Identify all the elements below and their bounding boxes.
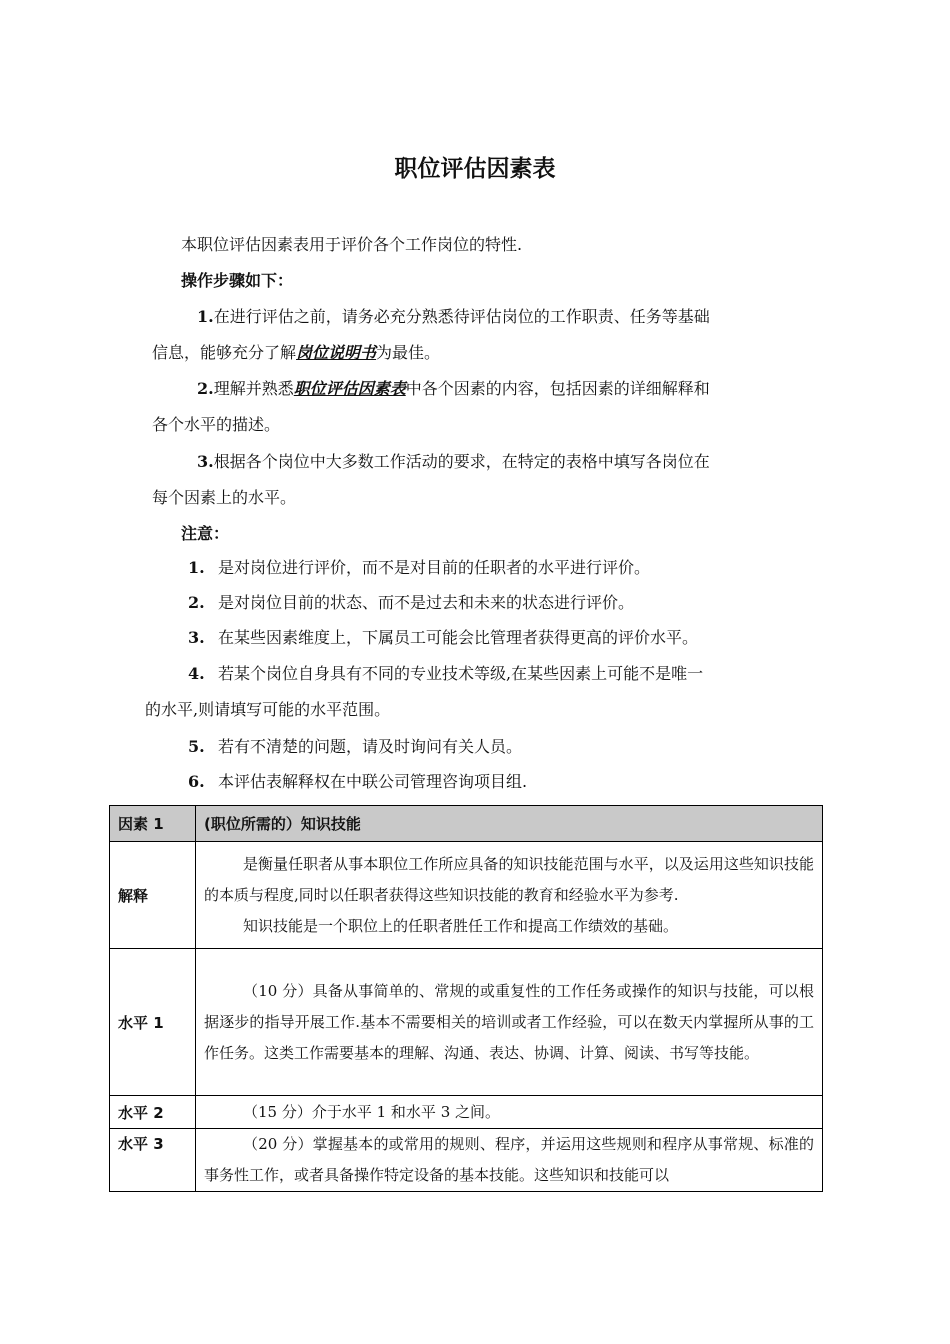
note-number: 3.	[188, 628, 205, 647]
row-label: 解释	[110, 842, 196, 949]
note-item: 6. 本评估表解释权在中联公司管理咨询项目组.	[188, 764, 527, 800]
table-row	[110, 1096, 823, 1129]
page-title: 职位评估因素表	[394, 156, 556, 182]
step-1-line-1: 1.在进行评估之前，请务必充分熟悉待评估岗位的工作职责、任务等基础	[197, 307, 710, 326]
factor-table	[109, 805, 823, 1192]
row-content: （10 分）具备从事简单的、常规的或重复性的工作任务或操作的知识与技能，可以根据逐步的指导开展工作.基本不需要相关的培训或者工作经验，可以在数天内掌握所从事的工作任务。这类工作需要基本的理解、沟通、表达、协调、计算、阅读、书写等技能。	[196, 949, 823, 1096]
note-number: 1.	[188, 558, 205, 577]
row-content: （15 分）介于水平 1 和水平 3 之间。	[196, 1096, 823, 1129]
row-content: 是衡量任职者从事本职位工作所应具备的知识技能范围与水平，以及运用这些知识技能的本质与程度,同时以任职者获得这些知识技能的教育和经验水平为参考. 知识技能是一个职位上的任职者胜任工作和提高工作绩效的基础。	[196, 842, 823, 949]
step-2-line-2: 各个水平的描述。	[152, 415, 281, 434]
step-3-line-2: 每个因素上的水平。	[152, 488, 297, 507]
note-item: 4. 若某个岗位自身具有不同的专业技术等级,在某些因素上可能不是唯一	[188, 656, 703, 692]
steps-heading: 操作步骤如下：	[181, 271, 294, 290]
note-item-continuation: 的水平,则请填写可能的水平范围。	[145, 700, 391, 719]
note-number: 6.	[188, 772, 205, 791]
note-item: 2. 是对岗位目前的状态、而不是过去和未来的状态进行评价。	[188, 585, 634, 621]
table-header-row	[110, 806, 823, 842]
note-item: 3. 在某些因素维度上，下属员工可能会比管理者获得更高的评价水平。	[188, 620, 698, 656]
factor-label: 因素 1	[110, 806, 196, 842]
evaluation-factor-table-link[interactable]: 职位评估因素表	[293, 379, 406, 398]
notes-heading: 注意：	[181, 524, 230, 543]
note-number: 2.	[188, 593, 205, 612]
note-item: 5. 若有不清楚的问题，请及时询问有关人员。	[188, 729, 522, 765]
row-label: 水平 3	[110, 1129, 196, 1192]
table-row	[110, 949, 823, 1096]
note-item: 1. 是对岗位进行评价，而不是对目前的任职者的水平进行评价。	[188, 550, 650, 586]
table-row	[110, 842, 823, 949]
step-1-number: 1.	[197, 307, 214, 326]
step-3-number: 3.	[197, 452, 214, 471]
step-1-line-2: 信息，能够充分了解岗位说明书为最佳。	[152, 343, 441, 362]
table-row	[110, 1129, 823, 1192]
row-content: （20 分）掌握基本的或常用的规则、程序，并运用这些规则和程序从事常规、标准的事务性工作，或者具备操作特定设备的基本技能。这些知识和技能可以	[196, 1129, 823, 1192]
step-3-line-1: 3.根据各个岗位中大多数工作活动的要求，在特定的表格中填写各岗位在	[197, 452, 710, 471]
step-2-line-1: 2.理解并熟悉职位评估因素表中各个因素的内容，包括因素的详细解释和	[197, 379, 710, 398]
row-label: 水平 2	[110, 1096, 196, 1129]
note-number: 4.	[188, 664, 205, 683]
intro-text: 本职位评估因素表用于评价各个工作岗位的特性.	[181, 235, 523, 254]
row-label: 水平 1	[110, 949, 196, 1096]
step-2-number: 2.	[197, 379, 214, 398]
job-description-link[interactable]: 岗位说明书	[296, 343, 377, 362]
factor-name: (职位所需的）知识技能	[196, 806, 823, 842]
note-number: 5.	[188, 737, 205, 756]
